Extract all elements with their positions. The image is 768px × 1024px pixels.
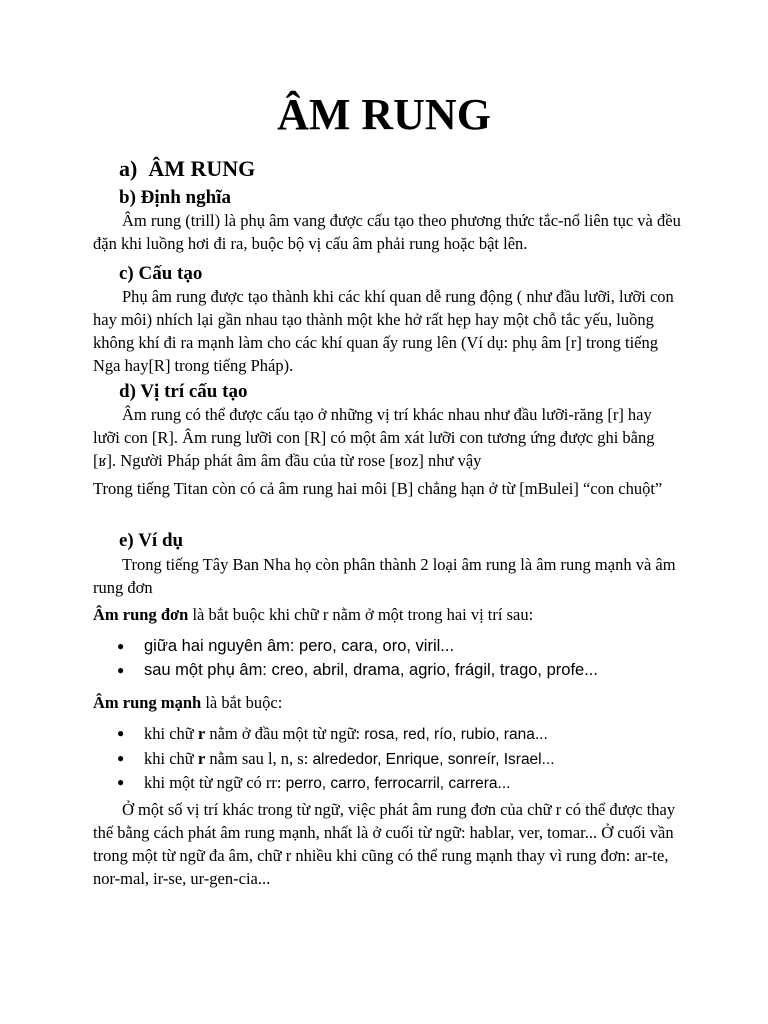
letter-r: r: [197, 724, 206, 743]
single-trill-rest: là bắt buộc khi chữ r nằm ở một trong hai vị trí sau:: [188, 605, 534, 624]
bullet-icon: ●: [117, 775, 125, 789]
paragraph-titan: Trong tiếng Titan còn có cả âm rung hai môi [B] chẳng hạn ở từ [mBulei] “con chuột”: [93, 479, 663, 498]
heading-b-text: Định nghĩa: [140, 187, 231, 208]
list-item-examples: alrededor, Enrique, sonreír, Israel...: [312, 750, 555, 768]
heading-d-text: Vị trí cấu tạo: [140, 381, 248, 402]
paragraph-example: Trong tiếng Tây Ban Nha họ còn phân thành 2 loại âm rung là âm rung mạnh và âm rung đơn: [93, 555, 676, 597]
list-item: [93, 747, 693, 772]
paragraph-definition: Âm rung (trill) là phụ âm vang được cấu tạo theo phương thức tắc-nổ liên tục và đều đặn khi luồng hơi đi ra, buộc bộ vị cấu âm phải rung hoặc bật lên.: [93, 211, 681, 253]
list-item-text: sau một phụ âm: creo, abril, drama, agrio, frágil, trago, profe...: [144, 660, 598, 679]
heading-d: [119, 380, 247, 404]
paragraph-final: Ở một số vị trí khác trong từ ngữ, việc phát âm rung đơn của chữ r có thể được thay thế bằng cách phát âm rung mạnh, nhất là ở cuối từ ngữ: hablar, ver, tomar... Ở cuối vần trong một từ ngữ đa âm, chữ r nhiều khi cũng có thể rung mạnh thay vì rung đơn: ar-te, nor-mal, ir-se, ur-gen-cia...: [93, 800, 676, 888]
list-item-examples: perro, carro, ferrocarril, carrera...: [285, 775, 511, 792]
bullet-icon: ●: [117, 662, 125, 677]
heading-b: [119, 186, 231, 210]
heading-a-label: a): [119, 156, 138, 181]
list-item-text: nằm ở đầu một từ ngữ:: [205, 724, 365, 743]
heading-e-label: e): [119, 530, 134, 551]
strong-trill-rest: là bắt buộc:: [201, 693, 283, 712]
page-title: ÂM RUNG: [277, 90, 491, 139]
strong-trill-term: Âm rung mạnh: [93, 693, 202, 712]
heading-d-label: d): [119, 381, 136, 402]
list-item: [93, 635, 693, 659]
paragraph-strong-trill: [93, 691, 681, 714]
bullet-icon: ●: [117, 726, 125, 740]
letter-r: r: [197, 748, 206, 768]
heading-a: [119, 156, 255, 182]
heading-c-label: c): [119, 263, 134, 284]
bullet-icon: ●: [117, 750, 125, 765]
list-item-text: khi một từ ngữ có rr:: [144, 773, 286, 792]
list-item-text: khi chữ: [144, 748, 198, 768]
list-item-text: khi chữ: [144, 724, 198, 743]
heading-c-text: Cấu tạo: [138, 263, 203, 284]
heading-e: [119, 529, 183, 553]
heading-a-text: ÂM RUNG: [148, 156, 256, 181]
bullet-icon: ●: [117, 639, 125, 653]
paragraph-structure: Phụ âm rung được tạo thành khi các khí quan dễ rung động ( như đầu lưỡi, lưỡi con hay môi) nhích lại gần nhau tạo thành một khe hở rất hẹp hay một chỗ tắc yếu, luồng không khí đi ra mạnh làm cho các khí quan ấy rung lên (Ví dụ: phụ âm [r] trong tiếng Nga hay[R] trong tiếng Pháp).: [93, 287, 674, 375]
list-item-text: giữa hai nguyên âm: pero, cara, oro, viril...: [144, 637, 455, 655]
list-item-text: nằm sau l, n, s:: [205, 748, 313, 768]
heading-b-label: b): [119, 187, 136, 208]
list-item-examples: rosa, red, río, rubio, rana...: [364, 726, 548, 743]
heading-e-text: Ví dụ: [138, 530, 184, 551]
single-trill-list: [93, 635, 693, 682]
heading-c: [119, 262, 202, 286]
strong-trill-list: [93, 722, 693, 796]
single-trill-term: Âm rung đơn: [93, 605, 189, 624]
list-item: [93, 659, 693, 683]
paragraph-single-trill: [93, 603, 681, 626]
list-item: [93, 771, 693, 796]
paragraph-position: Âm rung có thể được cấu tạo ở những vị trí khác nhau như đầu lưỡi-răng [r] hay lưỡi con [R]. Âm rung lưỡi con [R] có một âm xát lưỡi con tương ứng được ghi bằng [ʁ]. Người Pháp phát âm âm đầu của từ rose [ʁoz] như vậy: [93, 405, 655, 470]
list-item: [93, 722, 693, 747]
